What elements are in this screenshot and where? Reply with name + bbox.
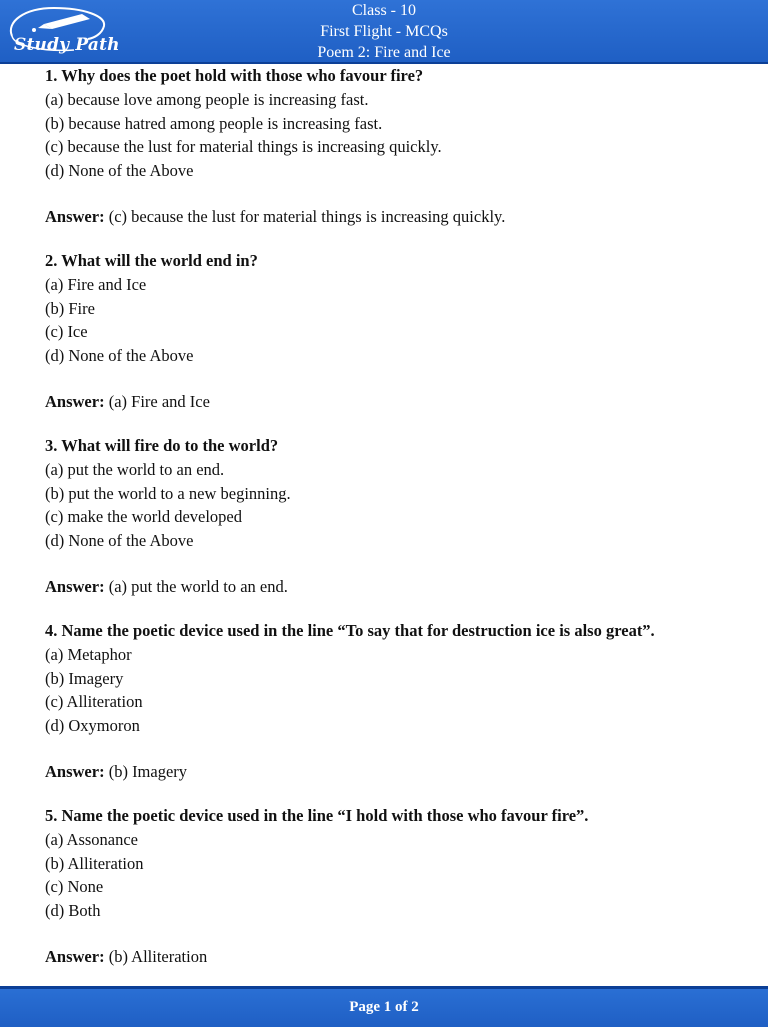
answer-text: (b) Alliteration bbox=[108, 947, 208, 966]
page-number bbox=[0, 999, 768, 1016]
answer-text: (c) because the lust for material things is increasing quickly. bbox=[108, 207, 506, 226]
option-d: (d) None of the Above bbox=[45, 530, 194, 550]
answer-line bbox=[45, 390, 745, 414]
option-b: (b) because hatred among people is increasing fast. bbox=[45, 113, 383, 133]
option-c: (c) make the world developed bbox=[45, 507, 243, 526]
option-c: (c) None bbox=[45, 877, 104, 896]
poem-title: Poem 2: Fire and Ice bbox=[317, 44, 451, 61]
answer-text: (a) put the world to an end. bbox=[108, 577, 288, 596]
answer-label: Answer: bbox=[45, 207, 105, 226]
question-block bbox=[45, 804, 745, 969]
question-title: 2. What will the world end in? bbox=[45, 251, 258, 270]
page-header bbox=[0, 0, 768, 64]
option-b: (b) Alliteration bbox=[45, 853, 144, 873]
option-b: (b) put the world to a new beginning. bbox=[45, 483, 291, 503]
option-a: (a) Metaphor bbox=[45, 645, 132, 664]
question-block bbox=[45, 434, 745, 599]
option-d: (d) Oxymoron bbox=[45, 715, 140, 735]
mcq-content bbox=[45, 64, 745, 989]
option-b: (b) Imagery bbox=[45, 668, 124, 688]
answer-line bbox=[45, 760, 745, 784]
question-block bbox=[45, 64, 745, 229]
option-a: (a) Fire and Ice bbox=[45, 275, 147, 294]
answer-label: Answer: bbox=[45, 947, 105, 966]
answer-line bbox=[45, 945, 745, 969]
option-d: (d) None of the Above bbox=[45, 345, 194, 365]
page-number-text: Page 1 of 2 bbox=[349, 999, 419, 1015]
question-title: 5. Name the poetic device used in the line “I hold with those who favour fire”. bbox=[45, 806, 589, 825]
page-footer bbox=[0, 986, 768, 1027]
answer-label: Answer: bbox=[45, 762, 105, 781]
answer-text: (b) Imagery bbox=[108, 762, 188, 781]
answer-text: (a) Fire and Ice bbox=[108, 392, 210, 411]
option-b: (b) Fire bbox=[45, 298, 95, 318]
header-titles bbox=[0, 0, 768, 63]
class-title: Class - 10 bbox=[352, 2, 416, 19]
brand-name: Study Path bbox=[14, 35, 120, 55]
answer-label: Answer: bbox=[45, 577, 105, 596]
answer-label: Answer: bbox=[45, 392, 105, 411]
option-c: (c) because the lust for material things is increasing quickly. bbox=[45, 137, 442, 156]
option-c: (c) Ice bbox=[45, 322, 88, 341]
question-title: 1. Why does the poet hold with those who favour fire? bbox=[45, 66, 424, 85]
option-a: (a) put the world to an end. bbox=[45, 460, 225, 479]
option-d: (d) None of the Above bbox=[45, 160, 194, 180]
question-title: 4. Name the poetic device used in the line “To say that for destruction ice is also great”. bbox=[45, 621, 655, 640]
book-title: First Flight - MCQs bbox=[320, 23, 448, 40]
question-block bbox=[45, 249, 745, 414]
option-d: (d) Both bbox=[45, 900, 101, 920]
question-block bbox=[45, 619, 745, 784]
answer-line bbox=[45, 575, 745, 599]
option-c: (c) Alliteration bbox=[45, 692, 143, 711]
option-a: (a) because love among people is increasing fast. bbox=[45, 90, 369, 109]
answer-line bbox=[45, 205, 745, 229]
option-a: (a) Assonance bbox=[45, 830, 139, 849]
question-title: 3. What will fire do to the world? bbox=[45, 436, 279, 455]
